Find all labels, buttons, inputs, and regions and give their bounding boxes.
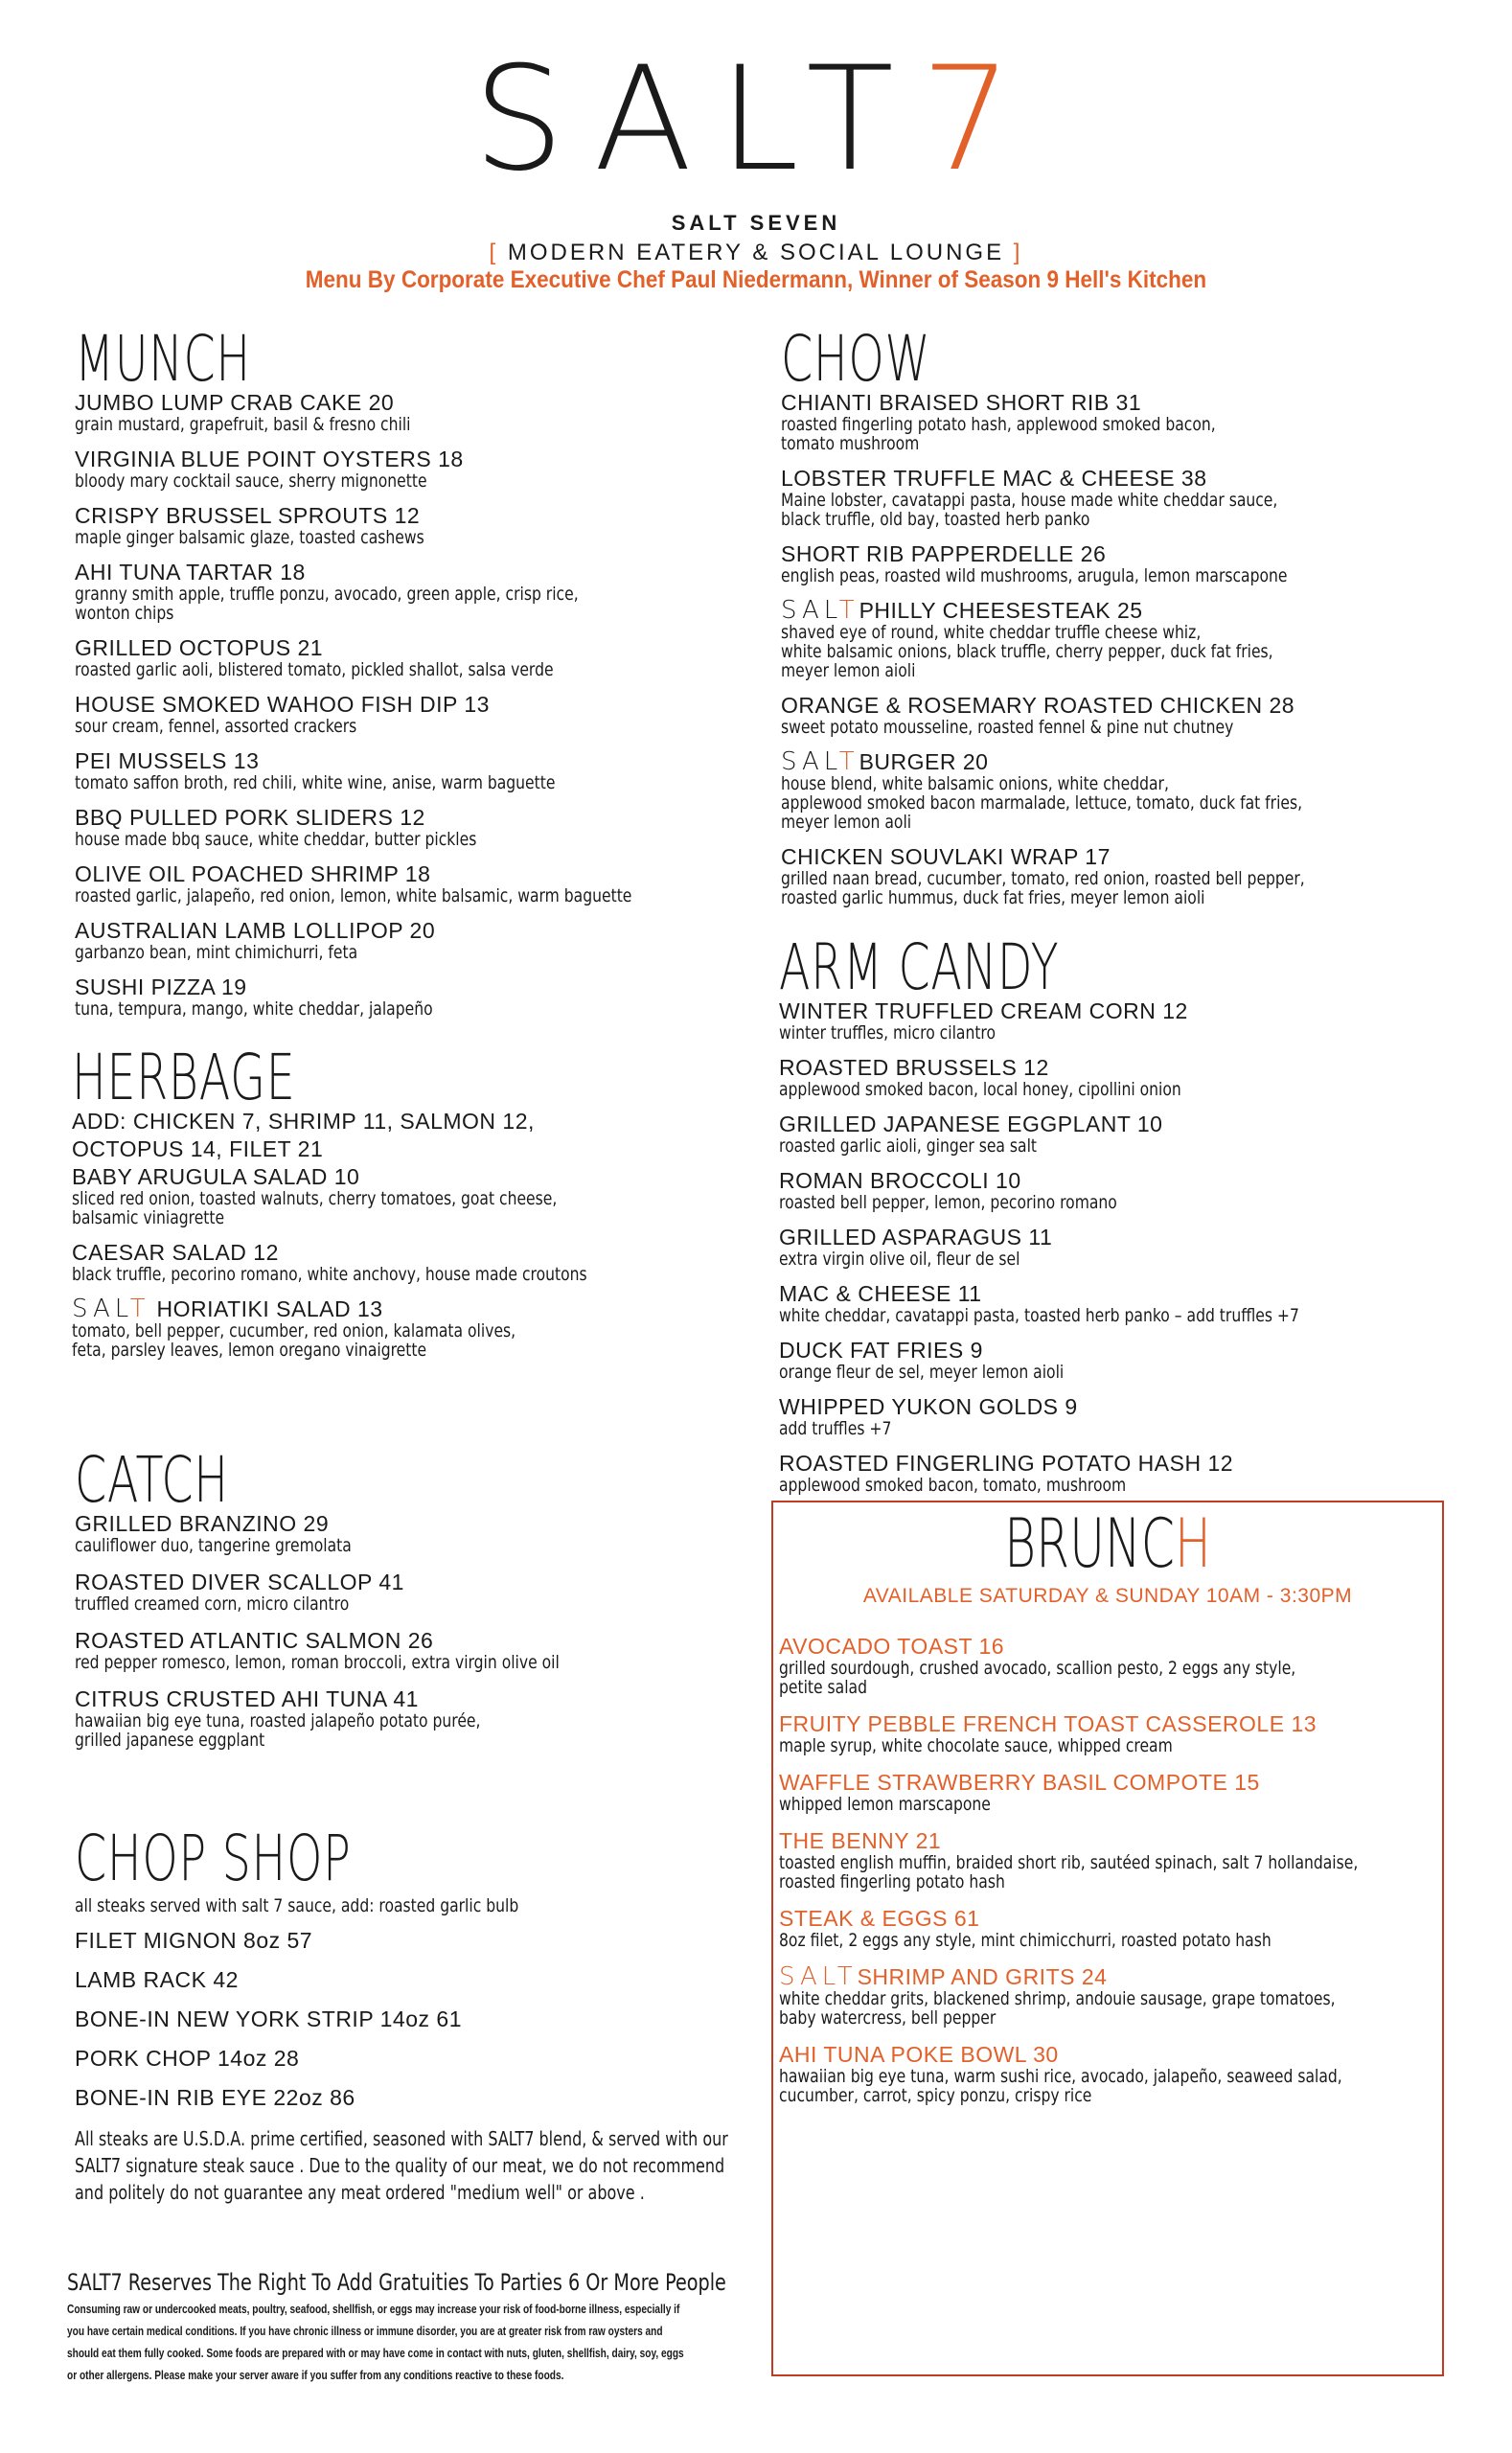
allergy-note: you have certain medical conditions. If you have chronic illness or immune disorder, you are at greater risk from raw oysters and bbox=[67, 2324, 663, 2338]
menu-item bbox=[779, 1635, 1442, 1697]
menu-item-description: roasted bell pepper, lemon, pecorino romano bbox=[779, 1192, 1117, 1213]
steak-item: LAMB RACK 42 bbox=[75, 1967, 239, 1992]
logo-mark: SALT7 bbox=[472, 36, 1040, 203]
menu-item-description: roasted garlic hummus, duck fat fries, meyer lemon aioli bbox=[781, 887, 1205, 908]
logo-tagline: [ MODERN EATERY & SOCIAL LOUNGE ] bbox=[489, 240, 1023, 265]
menu-item bbox=[779, 1282, 1450, 1325]
menu-item-name: SALTSHRIMP AND GRITS 24 bbox=[779, 1962, 1108, 1991]
menu-item-name: LOBSTER TRUFFLE MAC & CHEESE 38 bbox=[781, 466, 1207, 491]
menu-item bbox=[75, 749, 745, 792]
menu-item-description: tomato, bell pepper, cucumber, red onion, kalamata olives, bbox=[72, 1320, 516, 1341]
menu-item-name: AUSTRALIAN LAMB LOLLIPOP 20 bbox=[75, 918, 436, 943]
menu-item bbox=[779, 1452, 1450, 1495]
menu-item-description: grilled naan bread, cucumber, tomato, red onion, roasted bell pepper, bbox=[781, 868, 1305, 889]
menu-item-name: DUCK FAT FRIES 9 bbox=[779, 1338, 983, 1363]
chef-line: Menu By Corporate Executive Chef Paul Niedermann, Winner of Season 9 Hell's Kitchen bbox=[305, 266, 1207, 293]
menu-item-description: white balsamic onions, black truffle, cherry pepper, duck fat fries, bbox=[781, 641, 1273, 662]
menu-item-name: SHORT RIB PAPPERDELLE 26 bbox=[781, 541, 1107, 566]
menu-item-description: cucumber, carrot, spicy ponzu, crispy rice bbox=[779, 2085, 1092, 2106]
menu-item-description: applewood smoked bacon, local honey, cipollini onion bbox=[779, 1079, 1181, 1100]
section-title: ARM CANDY bbox=[779, 930, 1060, 1004]
menu-item-description: hawaiian big eye tuna, roasted jalapeño potato purée, bbox=[75, 1710, 481, 1731]
menu-item-description: black truffle, pecorino romano, white anchovy, house made croutons bbox=[72, 1264, 587, 1285]
menu-item-description: tomato saffon broth, red chili, white wine, anise, warm baguette bbox=[75, 772, 556, 793]
section-title: MUNCH bbox=[75, 322, 251, 396]
menu-item bbox=[75, 975, 745, 1019]
chow-section bbox=[781, 322, 1452, 921]
menu-item-name: GRILLED ASPARAGUS 11 bbox=[779, 1225, 1053, 1249]
menu-item-description: tomato mushroom bbox=[781, 433, 920, 454]
menu-item-description: meyer lemon aioli bbox=[781, 660, 916, 681]
steak-note: SALT7 signature steak sauce . Due to the quality of our meat, we do not recommend bbox=[75, 2154, 725, 2177]
menu-item-description: truffled creamed corn, micro cilantro bbox=[75, 1593, 350, 1615]
menu-item-description: balsamic viniagrette bbox=[72, 1207, 225, 1228]
menu-item bbox=[75, 693, 745, 736]
allergy-note: should eat them fully cooked. Some foods are prepared with or may have come in contact with nuts, gluten, shellfish, dairy, soy, eggs bbox=[67, 2346, 684, 2360]
allergy-note: or other allergens. Please make your server aware if you suffer from any conditions reactive to these foods. bbox=[67, 2368, 564, 2382]
menu-item-description: roasted garlic aoli, blistered tomato, pickled shallot, salsa verde bbox=[75, 659, 554, 680]
section-title: CHOP SHOP bbox=[75, 1822, 352, 1895]
herbage-add-line: ADD: CHICKEN 7, SHRIMP 11, SALMON 12, bbox=[72, 1109, 535, 1134]
gratuity-note: SALT7 Reserves The Right To Add Gratuities To Parties 6 Or More People bbox=[67, 2269, 726, 2296]
menu-item bbox=[781, 542, 1452, 585]
menu-item bbox=[779, 1907, 1442, 1950]
menu-item-description: petite salad bbox=[779, 1677, 867, 1698]
menu-item bbox=[779, 1829, 1442, 1891]
salt7-brand-mark: SALT bbox=[781, 747, 859, 776]
menu-item-description: toasted english muffin, braided short rib, sautéed spinach, salt 7 hollandaise, bbox=[779, 1852, 1359, 1873]
menu-item-description: 8oz filet, 2 eggs any style, mint chimicchurri, roasted potato hash bbox=[779, 1930, 1271, 1951]
menu-item-description: grilled sourdough, crushed avocado, scallion pesto, 2 eggs any style, bbox=[779, 1658, 1296, 1679]
steak-item: FILET MIGNON 8oz 57 bbox=[75, 1928, 313, 1953]
menu-item-description: roasted garlic aioli, ginger sea salt bbox=[779, 1135, 1038, 1157]
menu-item-description: cauliflower duo, tangerine gremolata bbox=[75, 1535, 352, 1556]
menu-item-description: roasted fingerling potato hash bbox=[779, 1871, 1005, 1892]
menu-item-description: applewood smoked bacon marmalade, lettuce, tomato, duck fat fries, bbox=[781, 792, 1303, 814]
menu-item-description: tuna, tempura, mango, white cheddar, jalapeño bbox=[75, 998, 433, 1020]
menu-item-name: CHICKEN SOUVLAKI WRAP 17 bbox=[781, 844, 1111, 869]
menu-item-name: ROASTED DIVER SCALLOP 41 bbox=[75, 1570, 404, 1594]
menu-item bbox=[781, 391, 1452, 453]
menu-item-description: roasted garlic, jalapeño, red onion, lemon, white balsamic, warm baguette bbox=[75, 885, 632, 906]
menu-item-description: applewood smoked bacon, tomato, mushroom bbox=[779, 1475, 1127, 1496]
armcandy-section bbox=[779, 930, 1450, 1508]
menu-item-name: WAFFLE STRAWBERRY BASIL COMPOTE 15 bbox=[779, 1770, 1260, 1795]
menu-item bbox=[781, 694, 1452, 737]
herbage-section bbox=[72, 1041, 743, 1373]
menu-item-description: white cheddar grits, blackened shrimp, andouie sausage, grape tomatoes, bbox=[779, 1988, 1336, 2009]
menu-item-name: MAC & CHEESE 11 bbox=[779, 1281, 982, 1306]
menu-item bbox=[75, 862, 745, 906]
menu-item bbox=[72, 1297, 743, 1360]
menu-item bbox=[72, 1241, 743, 1284]
footer bbox=[67, 2269, 757, 2386]
menu-item-name: WHIPPED YUKON GOLDS 9 bbox=[779, 1394, 1078, 1419]
menu-item-description: roasted fingerling potato hash, applewood smoked bacon, bbox=[781, 414, 1216, 435]
menu-item-name: CRISPY BRUSSEL SPROUTS 12 bbox=[75, 503, 421, 528]
menu-item bbox=[779, 1771, 1442, 1814]
menu-item-description: orange fleur de sel, meyer lemon aioli bbox=[779, 1362, 1065, 1383]
section-title: HERBAGE bbox=[72, 1041, 296, 1114]
menu-item bbox=[75, 1512, 745, 1555]
menu-item-description: feta, parsley leaves, lemon oregano vinaigrette bbox=[72, 1340, 427, 1361]
menu-item-description: grain mustard, grapefruit, basil & fresno chili bbox=[75, 414, 411, 435]
menu-item-name: HOUSE SMOKED WAHOO FISH DIP 13 bbox=[75, 692, 490, 717]
menu-item bbox=[75, 919, 745, 962]
menu-item bbox=[779, 1712, 1442, 1755]
menu-item-name: BABY ARUGULA SALAD 10 bbox=[72, 1164, 360, 1189]
menu-item-name: GRILLED JAPANESE EGGPLANT 10 bbox=[779, 1112, 1163, 1136]
menu-item-name: PEI MUSSELS 13 bbox=[75, 748, 260, 773]
steak-note: All steaks are U.S.D.A. prime certified, seasoned with SALT7 blend, & served with our bbox=[75, 2127, 728, 2150]
menu-item-description: maple syrup, white chocolate sauce, whipped cream bbox=[779, 1735, 1173, 1756]
herbage-add-line: OCTOPUS 14, FILET 21 bbox=[72, 1136, 324, 1161]
menu-item-name: BBQ PULLED PORK SLIDERS 12 bbox=[75, 805, 425, 830]
brunch-title: BRUNCH bbox=[1004, 1504, 1211, 1583]
menu-item bbox=[781, 747, 1452, 833]
steak-item: BONE-IN NEW YORK STRIP 14oz 61 bbox=[75, 2006, 462, 2031]
menu-item-description: extra virgin olive oil, fleur de sel bbox=[779, 1249, 1020, 1270]
menu-item bbox=[75, 1687, 745, 1750]
menu-item-description: white cheddar, cavatappi pasta, toasted herb panko – add truffles +7 bbox=[779, 1305, 1299, 1326]
menu-item-description: winter truffles, micro cilantro bbox=[779, 1022, 997, 1043]
menu-item-description: house blend, white balsamic onions, white cheddar, bbox=[781, 773, 1169, 794]
menu-item-name: SALTBURGER 20 bbox=[781, 747, 989, 776]
menu-item bbox=[75, 636, 745, 679]
menu-item-name: STEAK & EGGS 61 bbox=[779, 1906, 980, 1931]
menu-item bbox=[779, 2043, 1442, 2105]
menu-item bbox=[75, 561, 745, 623]
logo bbox=[0, 36, 1512, 266]
menu-item bbox=[781, 845, 1452, 907]
menu-item-name: AVOCADO TOAST 16 bbox=[779, 1634, 1005, 1659]
menu-item bbox=[781, 467, 1452, 529]
menu-item bbox=[75, 806, 745, 849]
menu-item-description: sweet potato mousseline, roasted fennel & pine nut chutney bbox=[781, 717, 1234, 738]
menu-item bbox=[75, 391, 745, 434]
catch-section bbox=[75, 1443, 745, 1765]
menu-item-description: house made bbq sauce, white cheddar, butter pickles bbox=[75, 829, 477, 850]
menu-item-name: FRUITY PEBBLE FRENCH TOAST CASSEROLE 13 bbox=[779, 1711, 1317, 1736]
salt7-brand-mark: SALT bbox=[779, 1962, 858, 1991]
chop-section bbox=[75, 1822, 765, 2206]
menu-item bbox=[75, 1629, 745, 1672]
chop-subtitle: all steaks served with salt 7 sauce, add: roasted garlic bulb bbox=[75, 1895, 519, 1916]
menu-item bbox=[75, 504, 745, 547]
menu-item-name: ROASTED BRUSSELS 12 bbox=[779, 1055, 1049, 1080]
menu-item-description: whipped lemon marscapone bbox=[779, 1794, 991, 1815]
section-title: CATCH bbox=[75, 1443, 229, 1517]
brunch-box bbox=[771, 1501, 1444, 2376]
menu-item-name: SUSHI PIZZA 19 bbox=[75, 974, 247, 999]
menu-item-description: sliced red onion, toasted walnuts, cherry tomatoes, goat cheese, bbox=[72, 1188, 558, 1209]
menu-item-description: add truffles +7 bbox=[779, 1418, 892, 1439]
menu-item-description: sour cream, fennel, assorted crackers bbox=[75, 716, 357, 737]
menu-item bbox=[779, 1056, 1450, 1099]
brunch-availability: AVAILABLE SATURDAY & SUNDAY 10AM - 3:30PM bbox=[862, 1585, 1353, 1607]
menu-item-name: SALTPHILLY CHEESESTEAK 25 bbox=[781, 596, 1143, 625]
menu-item bbox=[779, 1339, 1450, 1382]
section-title: CHOW bbox=[781, 322, 931, 396]
menu-item-name: SALT HORIATIKI SALAD 13 bbox=[72, 1295, 383, 1323]
menu-item bbox=[779, 1962, 1442, 2029]
menu-item-description: garbanzo bean, mint chimichurri, feta bbox=[75, 942, 358, 963]
salt7-brand-mark: SALT bbox=[781, 596, 859, 625]
steak-item: BONE-IN RIB EYE 22oz 86 bbox=[75, 2085, 355, 2110]
menu-item-description: granny smith apple, truffle ponzu, avocado, green apple, crisp rice, bbox=[75, 584, 579, 605]
menu-item-name: GRILLED BRANZINO 29 bbox=[75, 1511, 330, 1536]
menu-item-name: AHI TUNA TARTAR 18 bbox=[75, 560, 306, 585]
allergy-note: Consuming raw or undercooked meats, poultry, seafood, shellfish, or eggs may increase your risk of food-borne illness, especially if bbox=[67, 2302, 680, 2316]
menu-item-name: CHIANTI BRAISED SHORT RIB 31 bbox=[781, 390, 1142, 415]
menu-item bbox=[75, 1570, 745, 1614]
menu-item-name: OLIVE OIL POACHED SHRIMP 18 bbox=[75, 861, 431, 886]
menu-item-description: black truffle, old bay, toasted herb panko bbox=[781, 509, 1090, 530]
menu-item-description: shaved eye of round, white cheddar truffle cheese whiz, bbox=[781, 622, 1202, 643]
munch-section bbox=[75, 322, 745, 1032]
menu-item-description: english peas, roasted wild mushrooms, arugula, lemon marscapone bbox=[781, 565, 1288, 586]
menu-item-name: CITRUS CRUSTED AHI TUNA 41 bbox=[75, 1686, 419, 1711]
salt7-brand-mark: SALT bbox=[72, 1295, 150, 1323]
menu-item-name: WINTER TRUFFLED CREAM CORN 12 bbox=[779, 998, 1188, 1023]
menu-item-name: ORANGE & ROSEMARY ROASTED CHICKEN 28 bbox=[781, 693, 1295, 718]
steak-note: and politely do not guarantee any meat ordered "medium well" or above . bbox=[75, 2181, 645, 2204]
menu-item-name: GRILLED OCTOPUS 21 bbox=[75, 635, 324, 660]
menu-item bbox=[779, 999, 1450, 1043]
menu-item bbox=[781, 596, 1452, 681]
logo-subtitle: SALT SEVEN bbox=[671, 211, 841, 235]
menu-item-description: red pepper romesco, lemon, roman broccoli, extra virgin olive oil bbox=[75, 1652, 560, 1673]
menu-item bbox=[779, 1226, 1450, 1269]
menu-item bbox=[72, 1165, 743, 1227]
menu-item-name: ROMAN BROCCOLI 10 bbox=[779, 1168, 1021, 1193]
menu-item bbox=[779, 1169, 1450, 1212]
menu-item bbox=[779, 1395, 1450, 1438]
menu-item-description: hawaiian big eye tuna, warm sushi rice, avocado, jalapeño, seaweed salad, bbox=[779, 2066, 1342, 2087]
menu-item-name: CAESAR SALAD 12 bbox=[72, 1240, 279, 1265]
menu-item-name: JUMBO LUMP CRAB CAKE 20 bbox=[75, 390, 395, 415]
menu-item-name: VIRGINIA BLUE POINT OYSTERS 18 bbox=[75, 447, 464, 471]
menu-item-name: AHI TUNA POKE BOWL 30 bbox=[779, 2042, 1059, 2067]
menu-item-description: bloody mary cocktail sauce, sherry mignonette bbox=[75, 470, 427, 492]
menu-item bbox=[779, 1112, 1450, 1156]
menu-item-name: ROASTED FINGERLING POTATO HASH 12 bbox=[779, 1451, 1234, 1476]
menu-item-description: meyer lemon aoli bbox=[781, 812, 912, 833]
menu-item bbox=[75, 447, 745, 491]
menu-item-name: ROASTED ATLANTIC SALMON 26 bbox=[75, 1628, 434, 1653]
menu-item-description: wonton chips bbox=[75, 603, 174, 624]
menu-item-description: grilled japanese eggplant bbox=[75, 1730, 265, 1751]
steak-item: PORK CHOP 14oz 28 bbox=[75, 2046, 300, 2071]
menu-item-description: baby watercress, bell pepper bbox=[779, 2007, 997, 2029]
menu-item-description: Maine lobster, cavatappi pasta, house made white cheddar sauce, bbox=[781, 490, 1278, 511]
menu-item-name: THE BENNY 21 bbox=[779, 1828, 942, 1853]
menu-item-description: maple ginger balsamic glaze, toasted cashews bbox=[75, 527, 424, 548]
